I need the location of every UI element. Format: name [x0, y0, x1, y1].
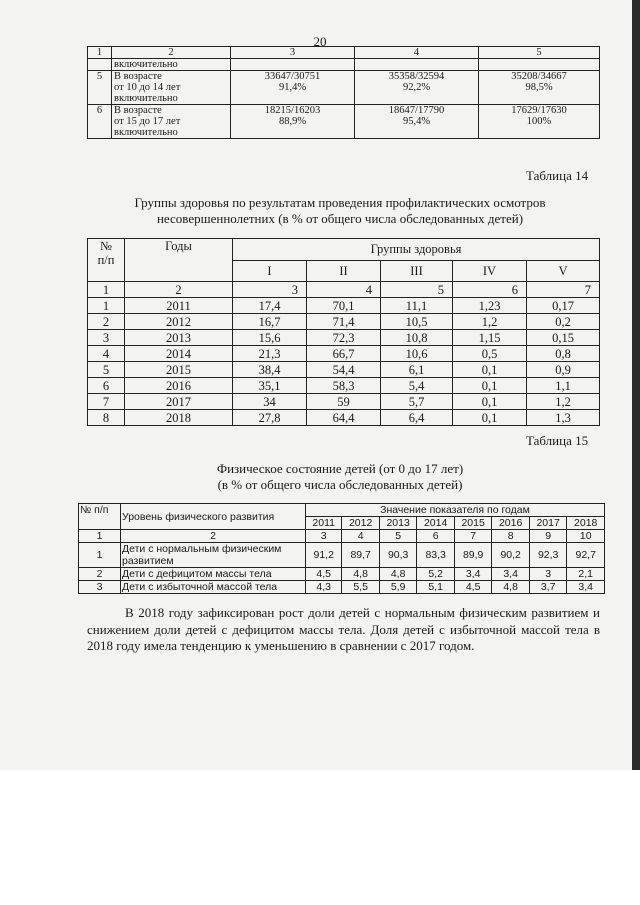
table-cell: 35208/34667 98,5%	[479, 71, 600, 105]
row-number: 2	[79, 568, 121, 581]
conclusion-paragraph: В 2018 году зафиксирован рост доли детей с нормальным физическим развитием и снижением доли детей с дефицитом массы тела. Доля детей с избыточной массой тела в 2018 году имела тенденцию к уменьшению в сравнении с 2017 годом.	[87, 605, 600, 653]
row-number: 1	[79, 543, 121, 568]
value-cell: 64,4	[307, 410, 381, 426]
table-15-title: Физическое состояние детей (от 0 до 17 лет) (в % от общего числа обследованных детей)	[216, 461, 464, 492]
value-cell: 0,17	[527, 298, 600, 314]
page-number: 20	[313, 34, 327, 49]
value-cell: 1,23	[453, 298, 527, 314]
value-cell: 0,9	[527, 362, 600, 378]
value-cell: 5,5	[342, 581, 380, 594]
table-row	[88, 314, 600, 330]
table-14-caption: Таблица 14	[526, 168, 589, 183]
header-values: Значение показателя по годам	[306, 504, 605, 517]
value-cell: 92,7	[567, 543, 605, 568]
row-number: 8	[88, 410, 125, 426]
value-cell: 5,1	[417, 581, 455, 594]
year-cell: 2012	[125, 314, 233, 330]
value-cell: 3,4	[454, 568, 492, 581]
value-cell: 89,9	[454, 543, 492, 568]
level-cell: Дети с нормальным физическим развитием	[121, 543, 306, 568]
table-cell: 33647/30751 91,4%	[231, 71, 355, 105]
value-cell: 4,5	[306, 568, 342, 581]
value-cell: 89,7	[342, 543, 380, 568]
value-cell: 0,1	[453, 362, 527, 378]
group-header: I	[233, 260, 307, 282]
table-row	[88, 410, 600, 426]
year-header: 2014	[417, 517, 455, 530]
value-cell: 5,4	[381, 378, 453, 394]
value-cell: 0,2	[527, 314, 600, 330]
header-groups: Группы здоровья	[233, 239, 600, 261]
row-number: 5	[88, 71, 112, 105]
value-cell: 59	[307, 394, 381, 410]
year-header: 2011	[306, 517, 342, 530]
value-cell: 4,5	[454, 581, 492, 594]
table-cell: включительно	[112, 59, 231, 71]
value-cell: 5,7	[381, 394, 453, 410]
group-header: III	[381, 260, 453, 282]
value-cell: 0,1	[453, 410, 527, 426]
year-header: 2013	[379, 517, 417, 530]
year-header: 2017	[529, 517, 567, 530]
value-cell: 3,4	[567, 581, 605, 594]
table-row	[88, 105, 600, 139]
year-cell: 2013	[125, 330, 233, 346]
group-header: II	[307, 260, 381, 282]
row-number: 3	[88, 330, 125, 346]
value-cell: 90,2	[492, 543, 530, 568]
row-number: 2	[88, 314, 125, 330]
value-cell: 0,1	[453, 394, 527, 410]
level-cell: Дети с дефицитом массы тела	[121, 568, 306, 581]
value-cell: 4,3	[306, 581, 342, 594]
value-cell: 58,3	[307, 378, 381, 394]
value-cell: 2,1	[567, 568, 605, 581]
table-row	[79, 568, 605, 581]
year-header: 2012	[342, 517, 380, 530]
value-cell: 35,1	[233, 378, 307, 394]
value-cell: 16,7	[233, 314, 307, 330]
value-cell: 4,8	[379, 568, 417, 581]
table-row	[88, 394, 600, 410]
row-number: 7	[88, 394, 125, 410]
year-header: 2016	[492, 517, 530, 530]
row-number: 1	[88, 298, 125, 314]
value-cell: 15,6	[233, 330, 307, 346]
table-15-caption: Таблица 15	[526, 433, 589, 448]
value-cell: 10,8	[381, 330, 453, 346]
value-cell: 71,4	[307, 314, 381, 330]
table-cell: 18647/17790 95,4%	[355, 105, 479, 139]
table-row	[88, 378, 600, 394]
table-header-cell: 4	[355, 47, 479, 59]
year-cell: 2015	[125, 362, 233, 378]
year-cell: 2016	[125, 378, 233, 394]
table-13-continuation	[87, 46, 600, 139]
value-cell: 66,7	[307, 346, 381, 362]
value-cell: 3,7	[529, 581, 567, 594]
value-cell: 54,4	[307, 362, 381, 378]
column-number-row: 1 2 3 4 5 6 7	[88, 282, 600, 298]
value-cell: 5,2	[417, 568, 455, 581]
value-cell: 3	[529, 568, 567, 581]
value-cell: 1,2	[453, 314, 527, 330]
value-cell: 1,2	[527, 394, 600, 410]
year-cell: 2017	[125, 394, 233, 410]
value-cell: 1,15	[453, 330, 527, 346]
table-row	[88, 298, 600, 314]
value-cell: 91,2	[306, 543, 342, 568]
table-header-row	[88, 47, 600, 59]
value-cell: 6,1	[381, 362, 453, 378]
table-row	[79, 543, 605, 568]
value-cell: 1,1	[527, 378, 600, 394]
value-cell: 4,8	[342, 568, 380, 581]
table-header-cell: 1	[88, 47, 112, 59]
table-row	[79, 581, 605, 594]
row-number: 6	[88, 105, 112, 139]
table-row	[88, 362, 600, 378]
value-cell: 17,4	[233, 298, 307, 314]
table-cell: В возрасте от 10 до 14 лет включительно	[112, 71, 231, 105]
value-cell: 0,15	[527, 330, 600, 346]
value-cell: 34	[233, 394, 307, 410]
table-14	[87, 238, 600, 426]
table-15	[78, 503, 605, 594]
table-row	[88, 59, 600, 71]
table-cell: 17629/17630 100%	[479, 105, 600, 139]
value-cell: 3,4	[492, 568, 530, 581]
scan-edge	[632, 0, 640, 770]
table-header-cell: 2	[112, 47, 231, 59]
table-row	[88, 330, 600, 346]
year-header: 2018	[567, 517, 605, 530]
group-header: V	[527, 260, 600, 282]
table-row	[88, 71, 600, 105]
year-header: 2015	[454, 517, 492, 530]
table-14-title: Группы здоровья по результатам проведения профилактических осмотров несовершеннолетних (в % от общего числа обследованных детей)	[134, 195, 546, 226]
year-cell: 2011	[125, 298, 233, 314]
value-cell: 27,8	[233, 410, 307, 426]
value-cell: 92,3	[529, 543, 567, 568]
row-number: 4	[88, 346, 125, 362]
table-header-row	[88, 239, 600, 261]
value-cell: 5,9	[379, 581, 417, 594]
value-cell: 72,3	[307, 330, 381, 346]
value-cell: 10,6	[381, 346, 453, 362]
year-cell: 2018	[125, 410, 233, 426]
table-header-cell: 3	[231, 47, 355, 59]
row-number: 6	[88, 378, 125, 394]
header-num: № п/п	[88, 239, 125, 282]
column-number-row: 1 2 3 4 5 6 7 8 9 10	[79, 530, 605, 543]
value-cell: 6,4	[381, 410, 453, 426]
value-cell: 38,4	[233, 362, 307, 378]
level-cell: Дети с избыточной массой тела	[121, 581, 306, 594]
value-cell: 10,5	[381, 314, 453, 330]
value-cell: 1,3	[527, 410, 600, 426]
row-number: 5	[88, 362, 125, 378]
value-cell: 0,8	[527, 346, 600, 362]
table-cell: 18215/16203 88,9%	[231, 105, 355, 139]
row-number: 3	[79, 581, 121, 594]
table-cell: 35358/32594 92,2%	[355, 71, 479, 105]
table-row	[88, 346, 600, 362]
value-cell: 4,8	[492, 581, 530, 594]
value-cell: 70,1	[307, 298, 381, 314]
table-header-cell: 5	[479, 47, 600, 59]
table-cell: В возрасте от 15 до 17 лет включительно	[112, 105, 231, 139]
value-cell: 0,5	[453, 346, 527, 362]
header-level: Уровень физического развития	[121, 504, 306, 530]
value-cell: 0,1	[453, 378, 527, 394]
table-header-row	[79, 504, 605, 517]
group-header: IV	[453, 260, 527, 282]
value-cell: 11,1	[381, 298, 453, 314]
value-cell: 21,3	[233, 346, 307, 362]
header-years: Годы	[125, 239, 233, 282]
year-cell: 2014	[125, 346, 233, 362]
value-cell: 90,3	[379, 543, 417, 568]
header-num: № п/п	[79, 504, 121, 530]
value-cell: 83,3	[417, 543, 455, 568]
